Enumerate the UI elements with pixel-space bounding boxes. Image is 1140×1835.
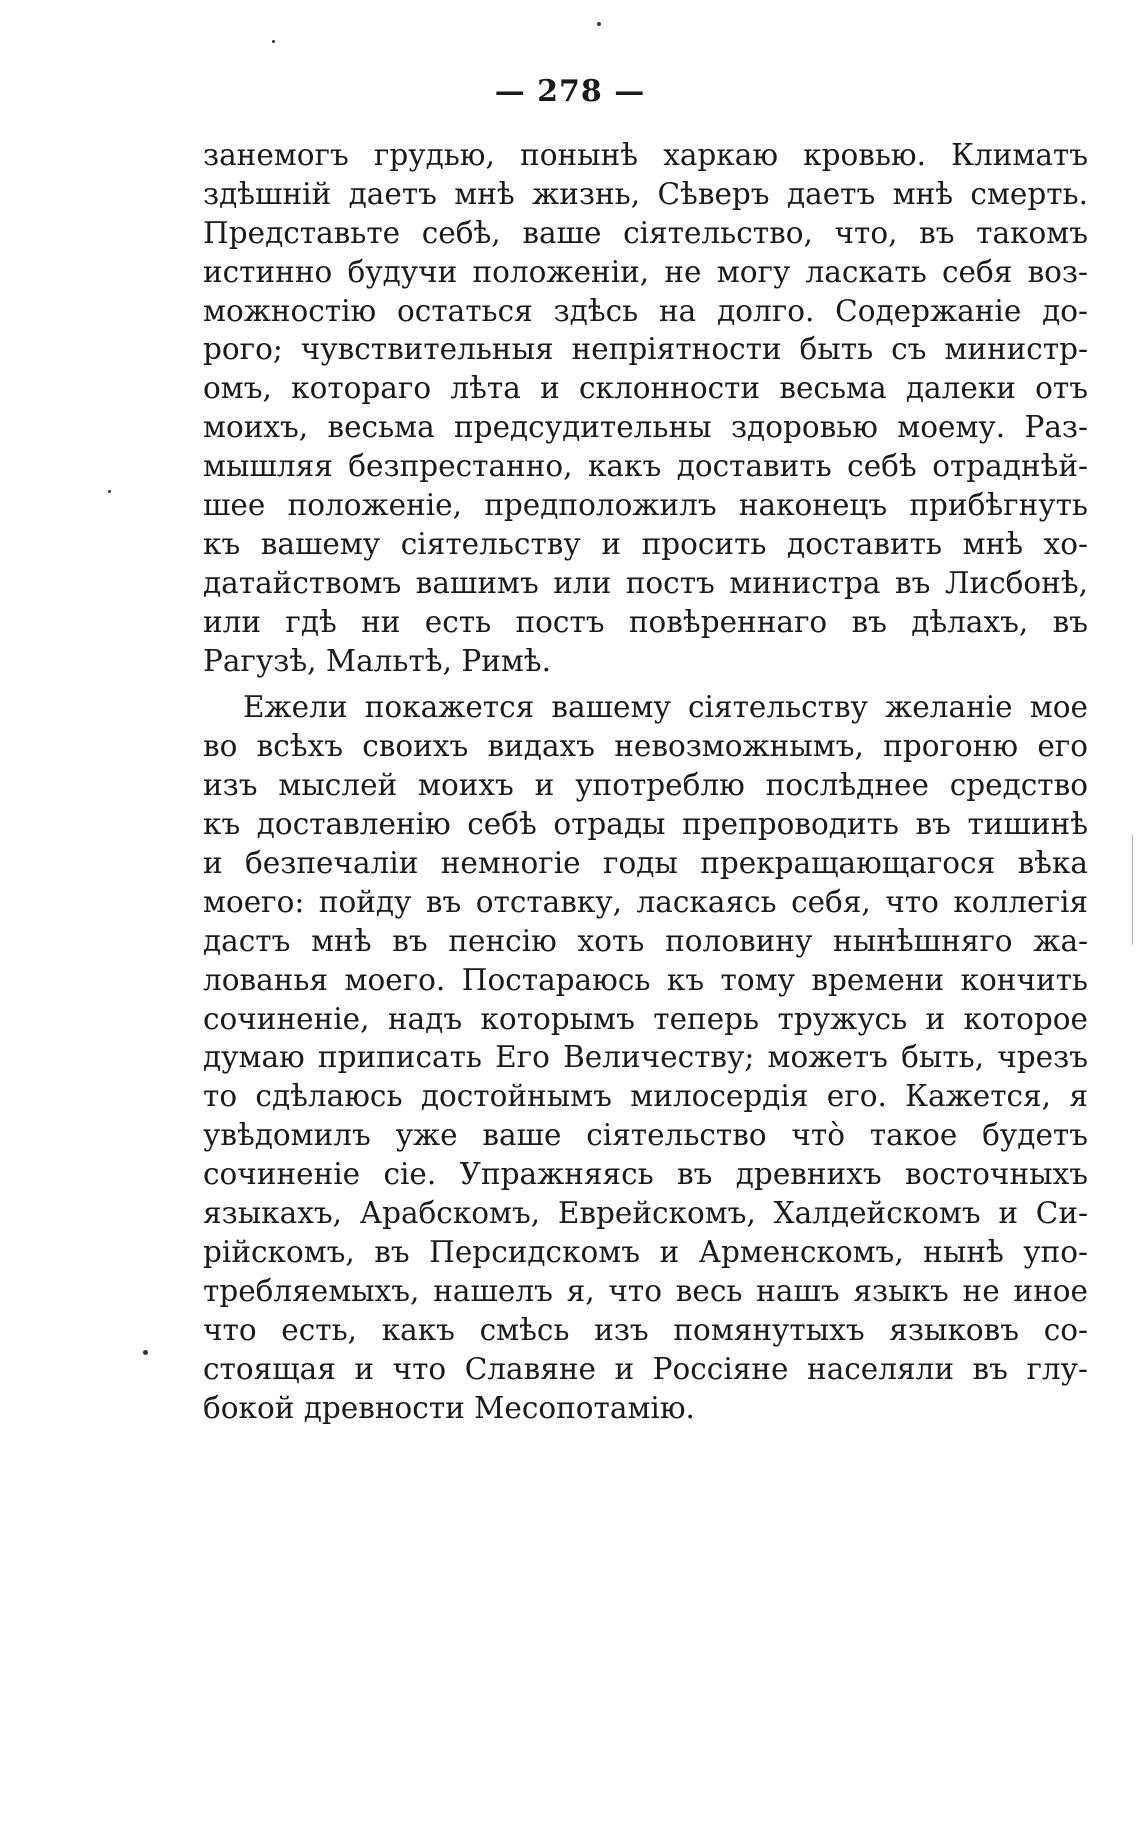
ink-speck <box>597 22 601 26</box>
text-line: омъ, котораго лѣта и склонности весьма далеки отъ <box>203 371 1088 406</box>
text-line: моего: пойду въ отставку, ласкаясь себя, что коллегія <box>203 884 1088 919</box>
ink-speck <box>108 490 111 493</box>
text-line: что есть, какъ смѣсь изъ помянутыхъ языковъ со- <box>203 1312 1088 1347</box>
text-line: Рагузѣ, Мальтѣ, Римѣ. <box>203 643 551 678</box>
text-line: изъ мыслей моихъ и употреблю послѣднее средство <box>203 768 1088 803</box>
text-line: стоящая и что Славяне и Россіяне населяли въ глу- <box>203 1351 1088 1386</box>
text-line: моихъ, весьма предсудительны здоровью моему. Раз- <box>203 410 1088 445</box>
text-line: къ вашему сіятельству и просить доставить мнѣ хо- <box>203 526 1088 561</box>
text-line: увѣдомилъ уже ваше сіятельство что̀ такое будетъ <box>203 1118 1088 1153</box>
text-line: здѣшній даетъ мнѣ жизнь, Сѣверъ даетъ мнѣ смерть. <box>203 176 1088 211</box>
ink-speck <box>143 1350 148 1355</box>
ink-speck <box>272 40 275 43</box>
paragraph <box>203 688 1088 1427</box>
text-line: требляемыхъ, нашелъ я, что весь нашъ языкъ не иное <box>203 1273 1088 1308</box>
text-line: мышляя безпрестанно, какъ доставить себѣ отраднѣй- <box>203 449 1088 484</box>
text-line: занемогъ грудью, понынѣ харкаю кровью. Климатъ <box>203 138 1088 172</box>
text-line: къ доставленію себѣ отрады препроводить въ тишинѣ <box>203 807 1088 842</box>
text-line: то сдѣлаюсь достойнымъ милосердія его. Кажется, я <box>203 1079 1088 1114</box>
text-line: во всѣхъ своихъ видахъ невозможнымъ, прогоню его <box>203 729 1088 764</box>
text-line: думаю приписать Его Величеству; можетъ быть, чрезъ <box>203 1040 1088 1075</box>
text-line: Ежели покажется вашему сіятельству желаніе мое <box>243 690 1088 725</box>
text-line: дастъ мнѣ въ пенсію хоть половину нынѣшняго жа- <box>203 923 1088 958</box>
text-line: истинно будучи положеніи, не могу ласкать себя воз- <box>203 254 1088 289</box>
text-line: языкахъ, Арабскомъ, Еврейскомъ, Халдейскомъ и Си- <box>203 1196 1088 1231</box>
text-line: сочиненіе, надъ которымъ теперь тружусь и которое <box>203 1001 1088 1036</box>
text-line: датайствомъ вашимъ или постъ министра въ Лисбонѣ, <box>203 565 1088 600</box>
text-line: шее положеніе, предположилъ наконецъ прибѣгнуть <box>203 488 1088 523</box>
body-text <box>203 136 1088 1427</box>
text-line: сочиненіе сіе. Упражняясь въ древнихъ восточныхъ <box>203 1157 1088 1192</box>
text-line: Представьте себѣ, ваше сіятельство, что, въ такомъ <box>203 215 1088 250</box>
page-number: — 278 — <box>494 74 646 109</box>
scan-edge-mark <box>1132 835 1133 945</box>
text-line: можностію остаться здѣсь на долго. Содержаніе до- <box>203 293 1088 328</box>
paragraph <box>203 136 1088 680</box>
text-line: или гдѣ ни есть постъ повѣреннаго въ дѣлахъ, въ <box>203 604 1088 639</box>
text-line: бокой древности Месопотамію. <box>203 1390 695 1425</box>
text-line: и безпечаліи немногіе годы прекращающагося вѣка <box>203 846 1088 881</box>
text-line: рійскомъ, въ Персидскомъ и Арменскомъ, нынѣ упо- <box>203 1234 1088 1269</box>
text-line: лованья моего. Постараюсь къ тому времени кончить <box>203 962 1088 997</box>
text-line: рого; чувствительныя непріятности быть съ министр- <box>203 332 1088 367</box>
